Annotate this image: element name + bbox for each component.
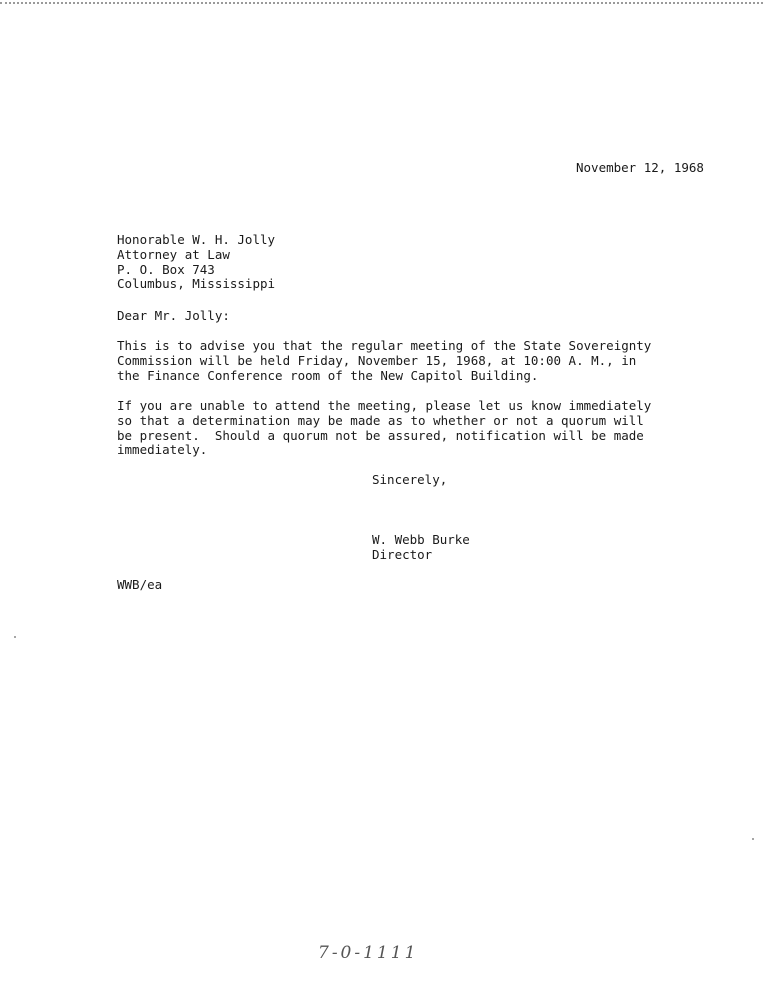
paragraph-line: the Finance Conference room of the New Capitol Building. xyxy=(117,367,539,383)
paragraph-line: Commission will be held Friday, November 15, 1968, at 10:00 A. M., in xyxy=(117,352,637,368)
paragraph-line: If you are unable to attend the meeting, please let us know immediately xyxy=(117,398,652,413)
recipient-address xyxy=(117,233,275,292)
body-paragraph-meeting xyxy=(117,339,657,383)
recipient-title: Attorney at Law xyxy=(117,246,230,262)
signer-name: W. Webb Burke xyxy=(372,532,470,547)
reference-initials: WWB/ea xyxy=(117,577,163,592)
salutation: Dear Mr. Jolly: xyxy=(117,308,230,323)
scan-speck xyxy=(752,838,754,840)
scan-speck xyxy=(14,636,16,638)
page-top-border xyxy=(0,2,763,4)
paragraph-line: so that a determination may be made as to whether or not a quorum will xyxy=(117,412,644,428)
body-paragraph-quorum xyxy=(117,399,657,458)
paragraph-line: be present. Should a quorum not be assured, notification will be made xyxy=(117,427,644,443)
signature-block xyxy=(372,533,470,563)
paragraph-line: This is to advise you that the regular meeting of the State Sovereignty xyxy=(117,338,652,353)
handwritten-document-number: 7-0-1111 xyxy=(318,943,419,963)
closing: Sincerely, xyxy=(372,472,448,487)
signer-title: Director xyxy=(372,546,433,562)
paragraph-line: immediately. xyxy=(117,442,208,458)
recipient-name: Honorable W. H. Jolly xyxy=(117,232,276,247)
letter-date: November 12, 1968 xyxy=(576,160,704,175)
recipient-city: Columbus, Mississippi xyxy=(117,276,276,292)
recipient-box: P. O. Box 743 xyxy=(117,261,215,277)
